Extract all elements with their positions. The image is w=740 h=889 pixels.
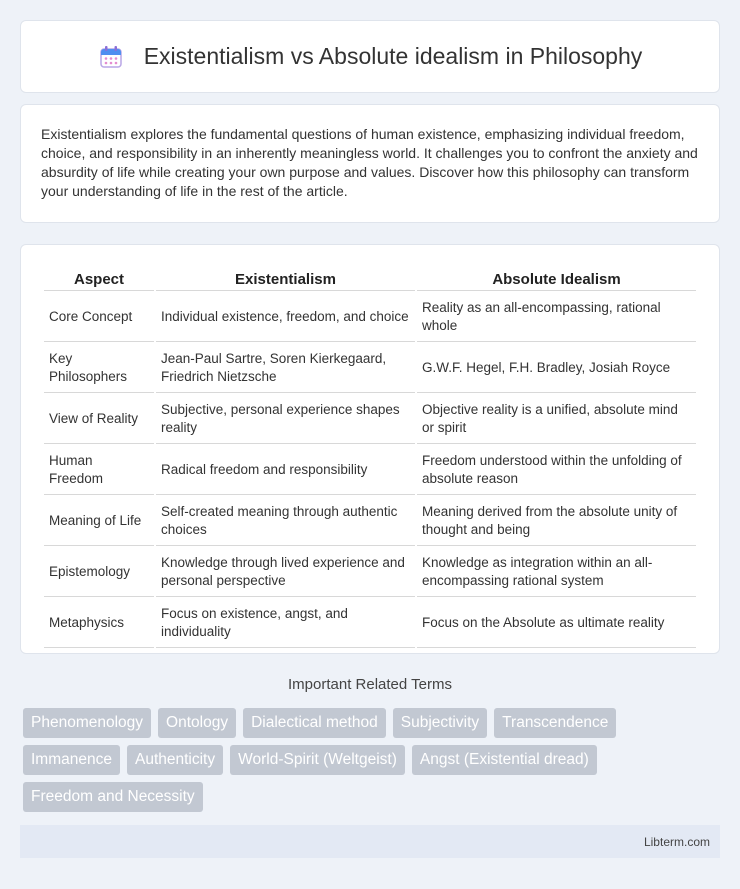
column-header-existentialism: Existentialism xyxy=(156,267,415,291)
comparison-card xyxy=(20,244,720,654)
footer xyxy=(20,825,720,858)
tag-transcendence[interactable]: Transcendence xyxy=(494,708,616,738)
table-cell: Meaning of Life xyxy=(44,497,154,546)
intro-card xyxy=(20,104,720,223)
tag-authenticity[interactable]: Authenticity xyxy=(127,745,223,775)
table-cell: Focus on existence, angst, and individuality xyxy=(156,599,415,648)
table-cell: Reality as an all-encompassing, rational whole xyxy=(417,293,696,342)
footer-brand[interactable]: Libterm.com xyxy=(643,834,710,849)
table-cell: Individual existence, freedom, and choice xyxy=(156,293,415,342)
table-cell: Jean-Paul Sartre, Soren Kierkegaard, Friedrich Nietzsche xyxy=(156,344,415,393)
table-cell: Core Concept xyxy=(44,293,154,342)
column-header-aspect: Aspect xyxy=(44,267,154,291)
table-row xyxy=(44,497,696,546)
table-cell: Knowledge as integration within an all-encompassing rational system xyxy=(417,548,696,597)
table-cell: Metaphysics xyxy=(44,599,154,648)
table-row xyxy=(44,446,696,495)
table-row xyxy=(44,548,696,597)
tag-freedom-and-necessity[interactable]: Freedom and Necessity xyxy=(23,782,203,812)
table-cell: G.W.F. Hegel, F.H. Bradley, Josiah Royce xyxy=(417,344,696,393)
related-terms-title: Important Related Terms xyxy=(288,676,452,693)
table-row xyxy=(44,293,696,342)
table-row xyxy=(44,599,696,648)
table-cell: Knowledge through lived experience and personal perspective xyxy=(156,548,415,597)
table-cell: Focus on the Absolute as ultimate reality xyxy=(417,599,696,648)
tag-phenomenology[interactable]: Phenomenology xyxy=(23,708,151,738)
table-cell: Objective reality is a unified, absolute mind or spirit xyxy=(417,395,696,444)
table-cell: View of Reality xyxy=(44,395,154,444)
tag-ontology[interactable]: Ontology xyxy=(158,708,236,738)
table-row xyxy=(44,395,696,444)
table-cell: Radical freedom and responsibility xyxy=(156,446,415,495)
related-terms-section xyxy=(20,676,720,812)
table-cell: Key Philosophers xyxy=(44,344,154,393)
tag-immanence[interactable]: Immanence xyxy=(23,745,120,775)
table-cell: Human Freedom xyxy=(44,446,154,495)
tag-world-spirit[interactable]: World-Spirit (Weltgeist) xyxy=(230,745,405,775)
table-header-row xyxy=(44,267,696,291)
intro-text: Existentialism explores the fundamental questions of human existence, emphasizing individual freedom, choice, and responsibility in an inherently meaningless world. It challenges you to confront the anxiety and absurdity of life while creating your own purpose and values. Discover how this philosophy can transform your understanding of life in the rest of the article. xyxy=(41,126,698,199)
table-cell: Meaning derived from the absolute unity of thought and being xyxy=(417,497,696,546)
tag-dialectical-method[interactable]: Dialectical method xyxy=(243,708,386,738)
tag-subjectivity[interactable]: Subjectivity xyxy=(393,708,487,738)
table-cell: Self-created meaning through authentic choices xyxy=(156,497,415,546)
table-cell: Epistemology xyxy=(44,548,154,597)
table-row xyxy=(44,344,696,393)
title-card xyxy=(20,20,720,93)
related-terms-tags xyxy=(20,708,720,812)
table-cell: Freedom understood within the unfolding of absolute reason xyxy=(417,446,696,495)
page-title: Existentialism vs Absolute idealism in Philosophy xyxy=(143,43,643,69)
calendar-icon xyxy=(98,44,124,70)
comparison-table xyxy=(42,265,698,650)
tag-angst[interactable]: Angst (Existential dread) xyxy=(412,745,597,775)
column-header-absolute-idealism: Absolute Idealism xyxy=(417,267,696,291)
table-cell: Subjective, personal experience shapes reality xyxy=(156,395,415,444)
